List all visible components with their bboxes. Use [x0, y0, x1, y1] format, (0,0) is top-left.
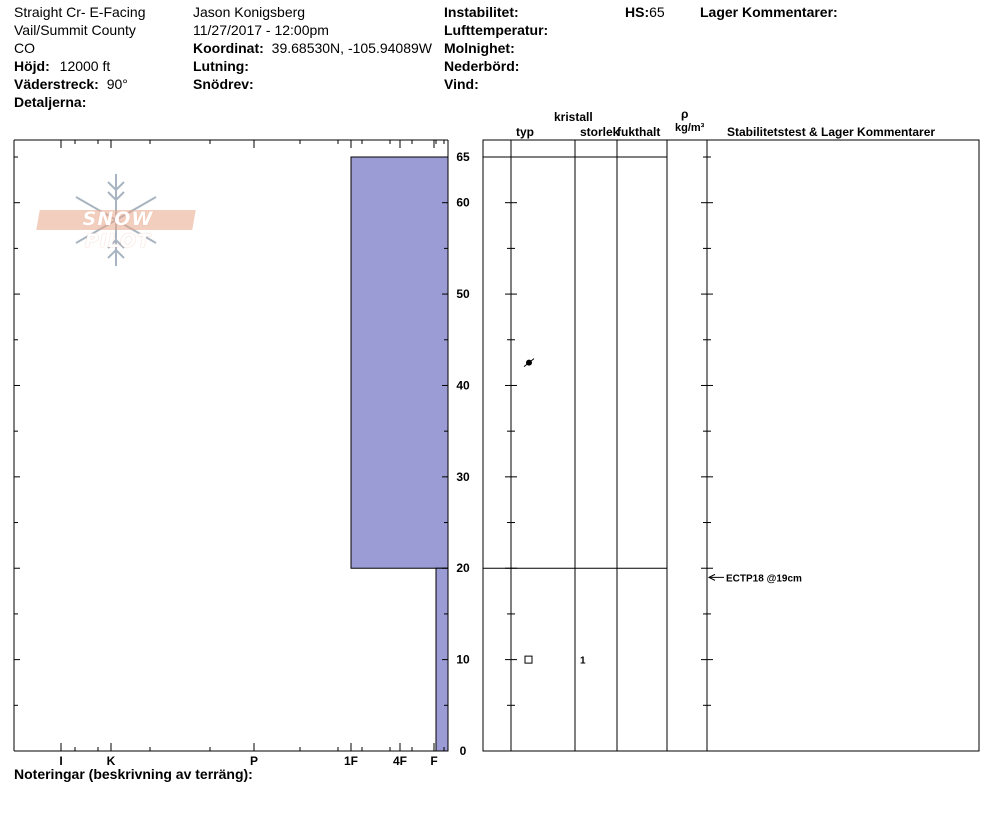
air-temp-label: Lufttemperatur:: [444, 22, 549, 38]
hardness-label-F: F: [430, 754, 438, 768]
details-label: Detaljerna:: [14, 94, 87, 110]
stability-test-0: ECTP18 @19cm: [726, 573, 802, 585]
depth-label-0: 0: [459, 744, 467, 758]
hardness-label-K: K: [106, 754, 116, 768]
clouds-label: Molnighet:: [444, 40, 515, 56]
depth-label-30: 30: [456, 469, 470, 484]
location-line2: Vail/Summit County: [14, 22, 136, 38]
moisture-header: fukthalt: [617, 125, 661, 139]
precip-label: Nederbörd:: [444, 58, 520, 74]
location-line3: CO: [14, 40, 35, 56]
hardness-layer-0: [351, 157, 448, 568]
slope-label: Lutning:: [193, 58, 249, 74]
elevation-label: Höjd:: [14, 58, 50, 74]
depth-label-20: 20: [456, 561, 470, 576]
layer-comments-label: Lager Kommentarer:: [700, 4, 838, 20]
wind-label: Vind:: [444, 76, 479, 92]
hardness-label-P: P: [249, 754, 259, 768]
depth-label-40: 40: [456, 378, 470, 393]
density-unit-header: kg/m³: [675, 122, 705, 134]
hs-label: HS:: [625, 4, 650, 20]
elevation-value: 12000 ft: [59, 58, 111, 74]
wind-drift-label: Snödrev:: [193, 76, 254, 92]
hardness-label-I: I: [59, 754, 63, 768]
grain-size-0: 1: [580, 655, 586, 667]
aspect-label: Väderstreck:: [14, 76, 99, 92]
layer-table-frame: [483, 140, 979, 751]
observer-name: Jason Konigsberg: [193, 4, 306, 20]
stability-header: Stabilitetstest & Lager Kommentarer: [727, 125, 936, 139]
hardness-label-4F: 4F: [392, 754, 408, 768]
depth-label-60: 60: [456, 195, 470, 210]
location-line1: Straight Cr- E-Facing: [14, 4, 146, 20]
hs-value: 65: [649, 4, 665, 20]
terrain-notes-label: Noteringar (beskrivning av terräng):: [14, 766, 253, 782]
hardness-label-1F: 1F: [343, 754, 359, 768]
grain-symbol-1: [525, 656, 532, 663]
size-header: storlek: [580, 125, 620, 139]
depth-label-50: 50: [456, 287, 470, 302]
logo-text: SNOW PILOT: [82, 208, 154, 252]
depth-label-65: 65: [456, 150, 470, 164]
instability-label: Instabilitet:: [444, 4, 519, 20]
observation-datetime: 11/27/2017 - 12:00pm: [193, 22, 329, 38]
type-header: typ: [516, 125, 534, 139]
depth-label-10: 10: [456, 652, 470, 667]
crystal-header: kristall: [554, 110, 593, 124]
coordinate-label: Koordinat:: [193, 40, 264, 56]
rho-header: ρ: [681, 107, 689, 121]
coordinate-value: 39.68530N, -105.94089W: [271, 40, 432, 56]
aspect-value: 90°: [106, 76, 128, 92]
